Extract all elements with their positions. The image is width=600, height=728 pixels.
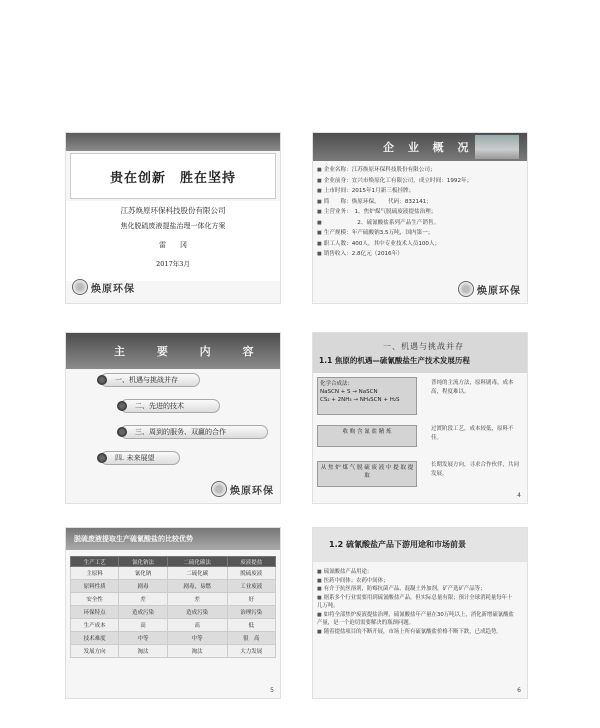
slide-5[interactable] <box>66 528 280 698</box>
list-item: ■ 职工人数：400人，其中专业技术人员100人； <box>317 239 472 250</box>
table-cell: 高 <box>119 619 167 632</box>
logo-text: 焕原环保 <box>230 485 274 497</box>
table-cell: 差 <box>167 593 227 606</box>
table-cell: 差 <box>119 593 167 606</box>
logo <box>211 481 274 497</box>
logo-text: 焕原环保 <box>91 283 135 295</box>
process-note-3: 长期发展方向，寻求合作伙伴，共同发展。 <box>431 462 520 477</box>
bullet-icon <box>117 401 127 411</box>
list-item: ■ 主营业务： 1、焦炉煤气脱硫废液提盐治理； <box>317 207 472 218</box>
table-cell: 造成污染 <box>119 606 167 619</box>
slide-2[interactable] <box>313 133 527 303</box>
list-item: ■ 据系多个行业需要用到硫氰酸盐产品，但实际总量有限；预计全球消耗量每年十几万吨。 <box>317 594 517 611</box>
table-cell: 环保特点 <box>71 606 119 619</box>
slide-2-title: 企 业 概 况 <box>383 141 474 154</box>
agenda-item-1[interactable] <box>100 373 200 387</box>
logo-mark-icon <box>72 279 88 295</box>
table-cell: 安全性 <box>71 593 119 606</box>
bullet-icon <box>97 453 107 463</box>
list-item: ■ 生产规模：年产硫酸钠3.5万吨，国内第一； <box>317 228 472 239</box>
process-note-2: 过渡阶段工艺，成本较低，原料不佳。 <box>431 426 514 441</box>
table-cell: 低 <box>227 619 275 632</box>
table-cell: 主原料 <box>71 567 119 580</box>
slide-1[interactable] <box>66 133 280 303</box>
table-row <box>71 567 276 580</box>
table-cell: 治理污染 <box>227 606 275 619</box>
table-header: 氰化钠法 <box>119 557 167 567</box>
agenda-item-label: 三、周到的服务、双赢的合作 <box>135 428 226 436</box>
list-item: ■ 如将全部焦炉废液提盐治理，硫氰酸盐年产量在30万吨以上，消化新增硫氰酸盐产量，是一个迫切需要解决的瓶颈问题。 <box>317 611 517 628</box>
slide-1-title: 贵在创新 胜在坚持 <box>70 153 276 199</box>
table-header: 废液提盐 <box>227 557 275 567</box>
table-cell: 淘汰 <box>119 645 167 658</box>
slide-5-title: 脱硫废液提取生产硫氰酸盐的比较优势 <box>66 528 280 550</box>
slide-6-title: 1.2 硫氰酸盐产品下游用途和市场前景 <box>329 540 466 549</box>
slide-1-header-bar <box>66 133 280 151</box>
company-info-list <box>317 165 472 260</box>
list-item: ■ 企业名称：江苏焕原环保科技股份有限公司； <box>317 165 472 176</box>
agenda-item-3[interactable] <box>120 425 268 439</box>
logo-mark-icon <box>458 281 474 297</box>
table-cell: 技术难度 <box>71 632 119 645</box>
table-cell: 淘汰 <box>167 645 227 658</box>
table-cell: 二硫化碳 <box>167 567 227 580</box>
slide-4-heading: 一、机遇与挑战并存 <box>383 342 464 351</box>
comparison-table <box>70 556 276 658</box>
agenda-item-2[interactable] <box>120 399 220 413</box>
list-item: ■ 销售收入：2.8亿元（2016年） <box>317 249 472 260</box>
page-number: 4 <box>517 492 521 499</box>
table-cell: 高 <box>167 619 227 632</box>
slide-6-header <box>313 528 527 562</box>
table-cell: 原料性质 <box>71 580 119 593</box>
slide-1-subtitle: 焦化脱硫废液提盐治理一体化方案 <box>120 222 226 230</box>
building-photo-icon <box>475 135 519 159</box>
table-cell: 氰化钠 <box>119 567 167 580</box>
slide-4-header <box>313 333 527 373</box>
logo-mark-icon <box>211 481 227 497</box>
process-box-3: 从 焦 炉 煤 气 脱 硫 废 液 中 提 取 提 取 <box>317 461 417 487</box>
list-item: ■ 随着提盐项目的不断开展，市场上所有硫氰酸盐价格不断下跌，已成趋势。 <box>317 628 517 637</box>
slide-1-company: 江苏焕原环保科技股份有限公司 <box>120 206 226 215</box>
table-header: 二硫化碳法 <box>167 557 227 567</box>
list-item: ■ 企业前身：宜兴市焕原化工有限公司，成立时间：1992年； <box>317 176 472 187</box>
table-row <box>71 645 276 658</box>
market-list <box>317 568 517 636</box>
table-cell: 很 高 <box>227 632 275 645</box>
page-number: 6 <box>517 687 521 694</box>
slide-4-subheading: 1.1 焦原的机遇—硫氰酸盐生产技术发展历程 <box>319 356 470 365</box>
list-item: ■ 简 称：焕原环保， 代码：832141； <box>317 197 472 208</box>
agenda-item-4[interactable] <box>100 451 180 465</box>
agenda-item-label: 一、机遇与挑战并存 <box>115 376 178 384</box>
table-cell: 剧毒 <box>119 580 167 593</box>
list-item: ■ 2、硫氰酸盐系列产品生产销售。 <box>317 218 472 229</box>
logo <box>72 279 135 295</box>
slide-3-title: 主 要 内 容 <box>114 345 268 358</box>
slide-4[interactable] <box>313 333 527 503</box>
process-box-2: 收 购 含 氰 盐 精 炼 <box>317 425 417 447</box>
logo-text: 焕原环保 <box>477 285 521 297</box>
table-cell: 生产成本 <box>71 619 119 632</box>
table-cell: 中等 <box>167 632 227 645</box>
table-cell: 好 <box>227 593 275 606</box>
agenda-item-label: 二、先进的技术 <box>135 402 184 410</box>
table-row <box>71 619 276 632</box>
list-item: ■ 硫氰酸盐产品用途： <box>317 568 517 577</box>
table-cell: 发展方向 <box>71 645 119 658</box>
table-header: 生产工艺 <box>71 557 119 567</box>
table-row <box>71 606 276 619</box>
table-cell: 中等 <box>119 632 167 645</box>
process-box-1: 化学合成法： NaSCN + S → NaSCN CS₂ + 2NH₃ → NH₄SCN + H₂S <box>317 377 417 415</box>
table-cell: 大力发展 <box>227 645 275 658</box>
slide-2-header <box>313 133 527 161</box>
process-note-1: 普纯的主流方法，原料剧毒，成本高，程度难以。 <box>431 380 514 395</box>
list-item: ■ 有介于抗丝溶剂，防霉抗菌产品、混凝土外加剂，矿产选矿产品等； <box>317 585 517 594</box>
agenda-item-label: 四. 未来展望 <box>115 454 155 462</box>
list-item: ■ 上市时间：2015年1月新三板挂牌； <box>317 186 472 197</box>
table-cell: 剧毒，易燃 <box>167 580 227 593</box>
slide-6[interactable] <box>313 528 527 698</box>
table-row <box>71 580 276 593</box>
page-number: 5 <box>270 687 274 694</box>
table-cell: 工业废液 <box>227 580 275 593</box>
bullet-icon <box>97 375 107 385</box>
list-item: ■ 医药中间体；农药中间体； <box>317 577 517 586</box>
slide-3-header <box>66 333 280 369</box>
slide-1-date: 2017年3月 <box>156 260 190 268</box>
logo <box>458 281 521 297</box>
table-cell: 脱硫废液 <box>227 567 275 580</box>
table-row <box>71 632 276 645</box>
table-row <box>71 593 276 606</box>
slide-1-presenter: 雷 冈 <box>159 241 187 249</box>
table-header-row <box>71 557 276 567</box>
slide-3[interactable] <box>66 333 280 503</box>
bullet-icon <box>117 427 127 437</box>
table-cell: 造成污染 <box>167 606 227 619</box>
